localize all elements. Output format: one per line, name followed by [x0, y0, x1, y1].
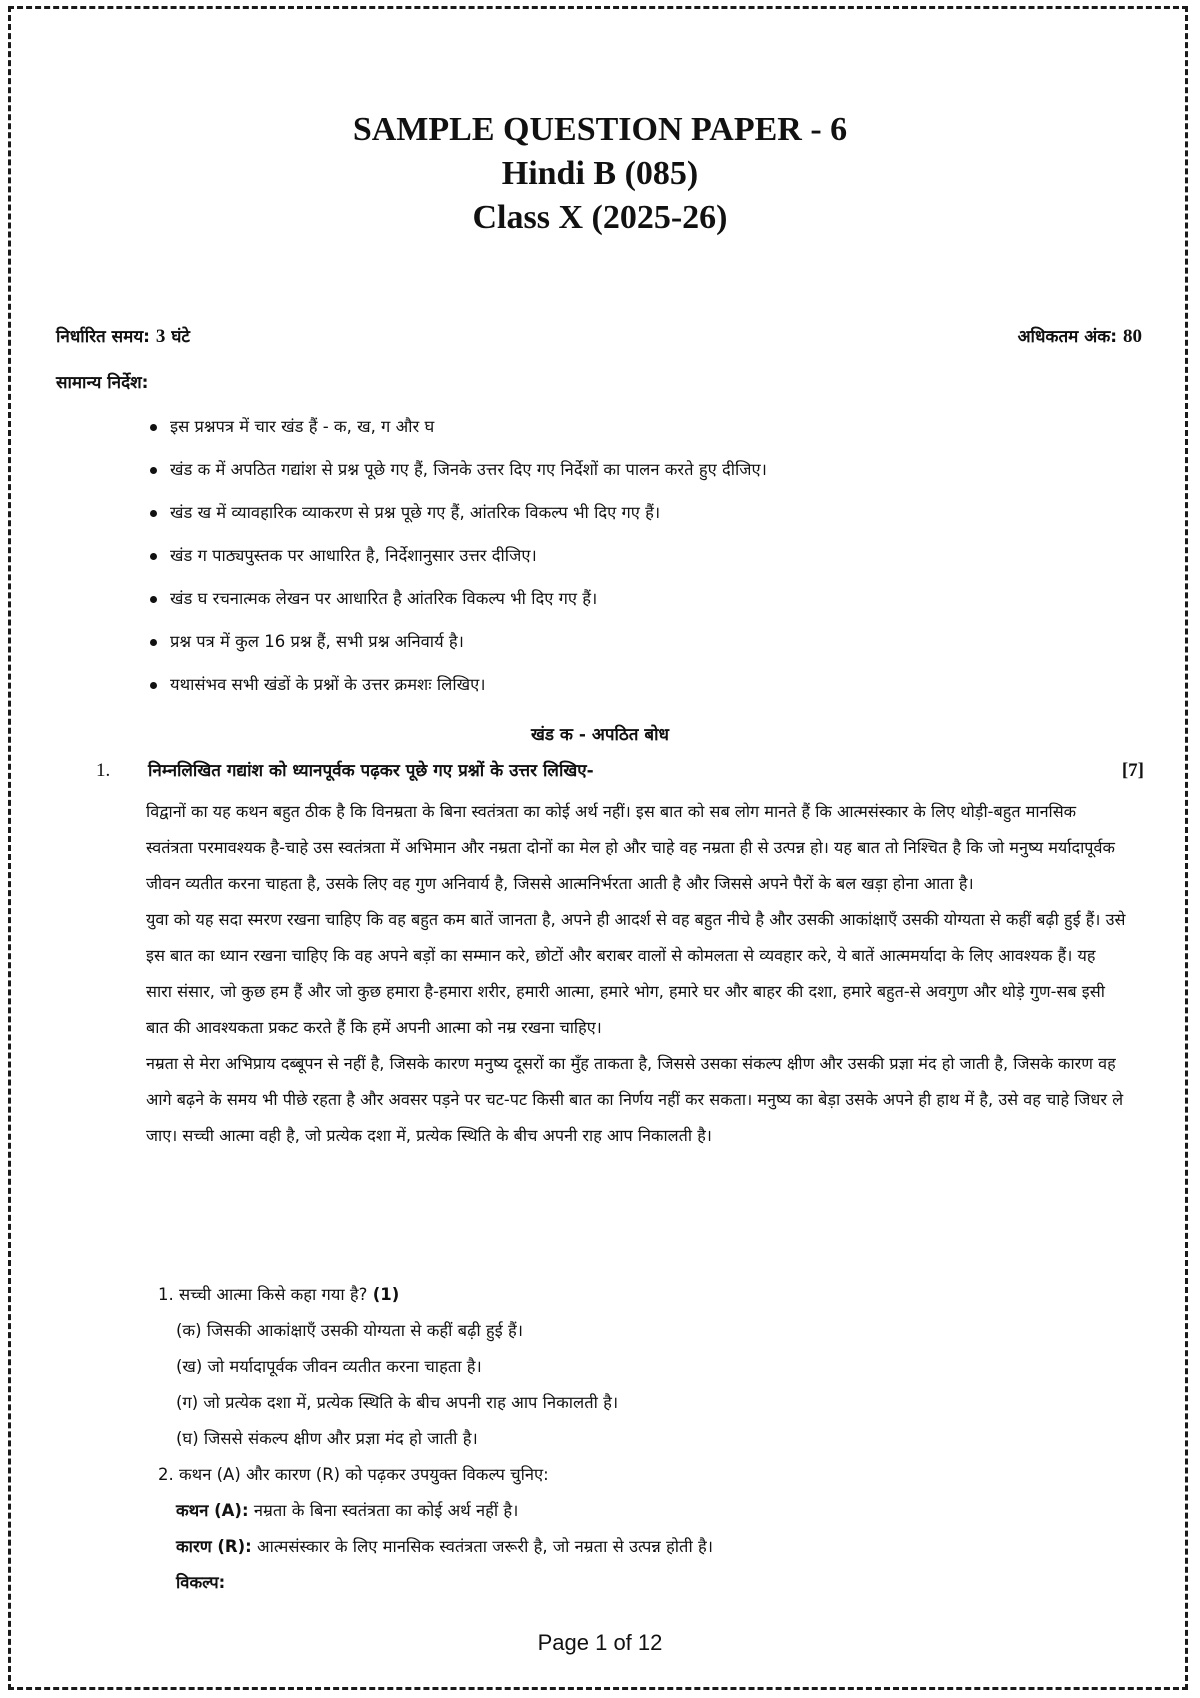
- reason-text: आत्मसंस्कार के लिए मानसिक स्वतंत्रता जरूरी है, जो नम्रता से उत्पन्न होती है।: [251, 1537, 713, 1556]
- reason: [176, 1534, 713, 1557]
- options-label: विकल्प:: [176, 1573, 226, 1592]
- subject-title: Hindi B (085): [501, 155, 699, 192]
- passage-paragraph: युवा को यह सदा स्मरण रखना चाहिए कि वह बहुत कम बातें जानता है, अपने ही आदर्श से वह बहुत नीचे है और उसकी आकांक्षाएँ उसकी योग्यता से कहीं बढ़ी हुई हैं। उसे इस बात का ध्यान रखना चाहिए कि वह अपने बड़ों का सम्मान करे, छोटों और बराबर वालों से कोमलता से व्यवहार करे, ये बातें आत्ममर्यादा के लिए आवश्यक हैं। यह सारा संसार, जो कुछ हम हैं और जो कुछ हमारा है-हमारा शरीर, हमारी आत्मा, हमारे भोग, हमारे घर और बाहर की दशा, हमारे बहुत-से अवगुण और थोड़े गुण-सब इसी बात की आवश्यकता प्रकट करते हैं कि हमें अपनी आत्मा को नम्र रखना चाहिए।: [146, 910, 1126, 1037]
- instruction-item: खंड ख में व्यावहारिक व्याकरण से प्रश्न पूछे गए हैं, आंतरिक विकल्प भी दिए गए हैं।: [150, 498, 767, 541]
- marks-value: 80: [1123, 326, 1142, 347]
- instruction-item: इस प्रश्नपत्र में चार खंड हैं - क, ख, ग और घ: [150, 412, 767, 455]
- subquestion-1-text: 1. सच्ची आत्मा किसे कहा गया है?: [158, 1285, 373, 1304]
- instruction-item: यथासंभव सभी खंडों के प्रश्नों के उत्तर क्रमशः लिखिए।: [150, 670, 767, 713]
- paper-title: SAMPLE QUESTION PAPER - 6: [352, 111, 848, 148]
- time-allowed: [56, 324, 190, 348]
- subquestion-1-marks: (1): [372, 1285, 400, 1304]
- option-kha: (ख) जो मर्यादापूर्वक जीवन व्यतीत करना चाहता है।: [176, 1357, 482, 1376]
- subquestion-1: [158, 1282, 399, 1305]
- marks-label: अधिकतम अंक:: [1017, 327, 1123, 347]
- subquestion-2: 2. कथन (A) और कारण (R) को पढ़कर उपयुक्त विकल्प चुनिए:: [158, 1465, 549, 1484]
- assertion-text: नम्रता के बिना स्वतंत्रता का कोई अर्थ नहीं है।: [248, 1501, 519, 1520]
- passage-paragraph: विद्वानों का यह कथन बहुत ठीक है कि विनम्रता के बिना स्वतंत्रता का कोई अर्थ नहीं। इस बात को सब लोग मानते हैं कि आत्मसंस्कार के लिए थोड़ी-बहुत मानसिक स्वतंत्रता परमावश्यक है-चाहे उस स्वतंत्रता में अभिमान और नम्रता दोनों का मेल हो और चाहे वह नम्रता ही से उत्पन्न हो। यह बात तो निश्चित है कि जो मनुष्य मर्यादापूर्वक जीवन व्यतीत करना चाहता है, उसके लिए वह गुण अनिवार्य है, जिससे आत्मनिर्भरता आती है और जिससे अपने पैरों के बल खड़ा होना आता है।: [146, 802, 1115, 893]
- instruction-item: खंड क में अपठित गद्यांश से प्रश्न पूछे गए हैं, जिनके उत्तर दिए गए निर्देशों का पालन करते हुए दीजिए।: [150, 455, 767, 498]
- instruction-item: खंड ग पाठ्यपुस्तक पर आधारित है, निर्देशानुसार उत्तर दीजिए।: [150, 541, 767, 584]
- option-gha: (घ) जिससे संकल्प क्षीण और प्रज्ञा मंद हो जाती है।: [176, 1429, 478, 1448]
- section-heading: खंड क - अपठित बोध: [531, 725, 669, 745]
- assertion: [176, 1498, 518, 1521]
- instructions-list: [150, 412, 767, 713]
- time-value: 3: [155, 326, 166, 347]
- time-unit: घंटे: [165, 327, 190, 347]
- passage-paragraph: नम्रता से मेरा अभिप्राय दब्बूपन से नहीं है, जिसके कारण मनुष्य दूसरों का मुँह ताकता है, जिससे उसका संकल्प क्षीण और उसकी प्रज्ञा मंद हो जाती है, जिसके कारण वह आगे बढ़ने के समय भी पीछे रहता है और अवसर पड़ने पर चट-पट किसी बात का निर्णय नहीं कर सकता। मनुष्य का बेड़ा उसके अपने ही हाथ में है, उसे वह चाहे जिधर ले जाए। सच्ची आत्मा वही है, जो प्रत्येक दशा में, प्रत्येक स्थिति के बीच अपनी राह आप निकालती है।: [146, 1054, 1124, 1145]
- time-label: निर्धारित समय:: [56, 327, 156, 347]
- question-number: 1.: [96, 760, 111, 781]
- question-marks: [7]: [1121, 760, 1144, 781]
- unseen-passage: [146, 794, 1126, 1154]
- class-title: Class X (2025-26): [472, 199, 728, 236]
- instruction-item: प्रश्न पत्र में कुल 16 प्रश्न हैं, सभी प्रश्न अनिवार्य है।: [150, 627, 767, 670]
- assertion-label: कथन (A):: [176, 1501, 249, 1520]
- general-instructions-heading: सामान्य निर्देश:: [56, 373, 149, 393]
- instruction-item: खंड घ रचनात्मक लेखन पर आधारित है आंतरिक विकल्प भी दिए गए हैं।: [150, 584, 767, 627]
- option-ka: (क) जिसकी आकांक्षाएँ उसकी योग्यता से कहीं बढ़ी हुई हैं।: [176, 1321, 523, 1340]
- option-ga: (ग) जो प्रत्येक दशा में, प्रत्येक स्थिति के बीच अपनी राह आप निकालती है।: [176, 1393, 619, 1412]
- max-marks: [1018, 324, 1142, 348]
- question-text: निम्नलिखित गद्यांश को ध्यानपूर्वक पढ़कर पूछे गए प्रश्नों के उत्तर लिखिए-: [148, 761, 594, 781]
- reason-label: कारण (R):: [176, 1537, 252, 1556]
- page-footer: Page 1 of 12: [537, 1630, 663, 1655]
